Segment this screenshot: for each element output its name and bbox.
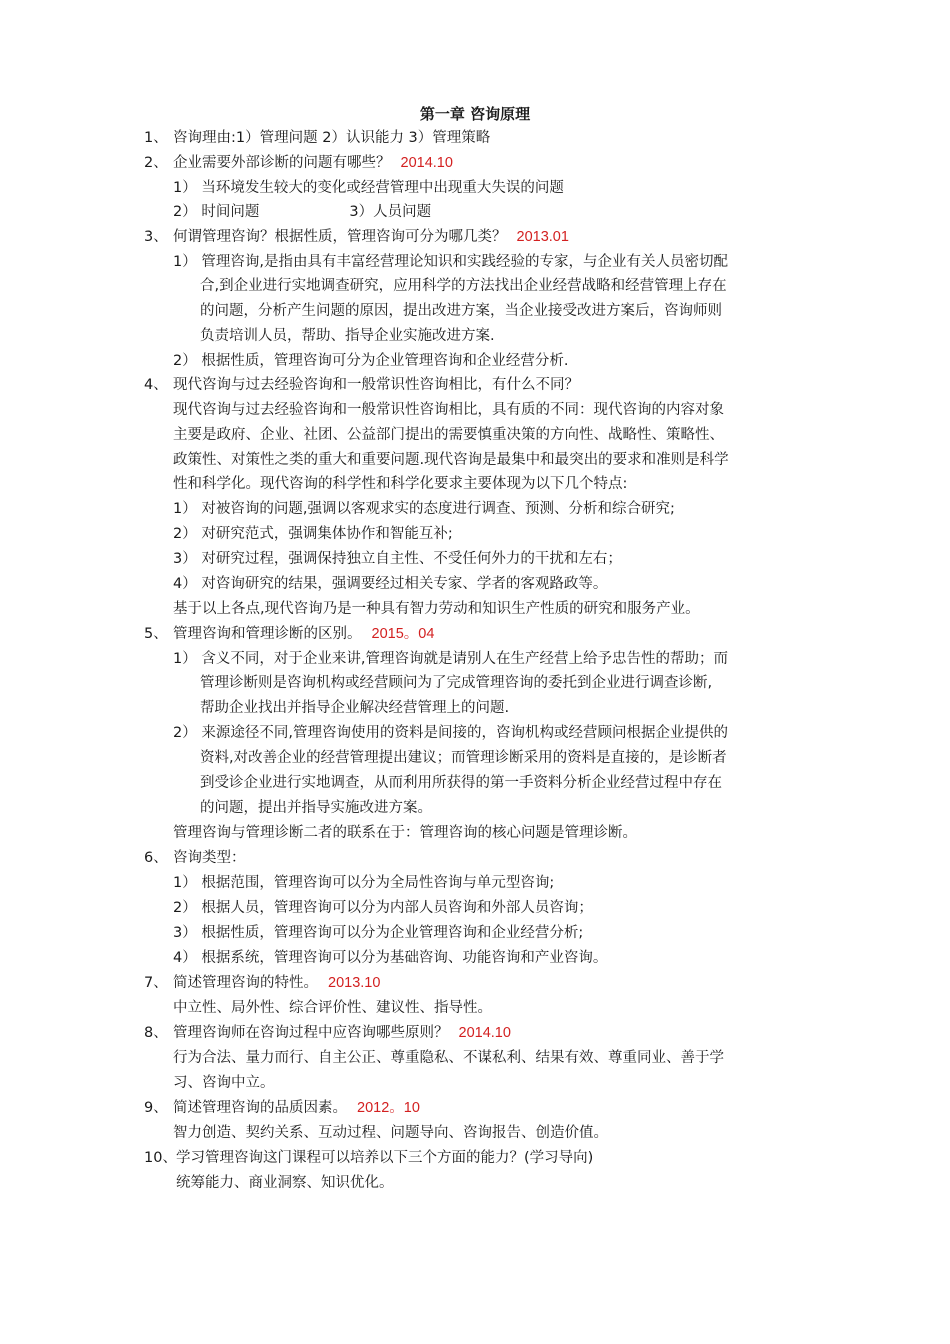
question-8 [144,1022,511,1044]
question-text: 现代咨询与过去经验咨询和一般常识性咨询相比，有什么不同？ [173,377,579,393]
question-6 [144,847,246,869]
question-number: 8、 [144,1025,168,1041]
question-text: 简述管理咨询的特性。 [173,975,318,991]
exam-date: 2014.10 [400,155,453,171]
answer-item: 2） 对研究范式，强调集体协作和智能互补; [173,526,453,542]
answer-item-3: 3）人员问题 [349,204,432,220]
answer-item: 3） 对研究过程，强调保持独立自主性、不受任何外力的干扰和左右； [173,551,622,567]
question-text: 咨询类型： [173,850,246,866]
question-text: 何谓管理咨询？根据性质，管理咨询可分为哪几类？ [173,229,507,245]
answer-continuation: 的问题，分析产生问题的原因，提出改进方案，当企业接受改进方案后，咨询师则 [200,303,722,319]
answer-paragraph: 管理咨询与管理诊断二者的联系在于：管理咨询的核心问题是管理诊断。 [173,825,637,841]
exam-date: 2015。04 [371,626,435,642]
question-number: 2、 [144,155,168,171]
answer-paragraph: 智力创造、契约关系、互动过程、问题导向、咨询报告、创造价值。 [173,1125,608,1141]
answer-paragraph: 统筹能力、商业洞察、知识优化。 [176,1175,394,1191]
question-text: 简述管理咨询的品质因素。 [173,1100,347,1116]
answer-item: 1） 当环境发生较大的变化或经营管理中出现重大失误的问题 [173,180,564,196]
exam-date: 2013.01 [516,229,569,245]
answer-item: 1） 根据范围，管理咨询可以分为全局性咨询与单元型咨询; [173,875,555,891]
question-2 [144,152,453,174]
answer-paragraph: 性和科学化。现代咨询的科学性和科学化要求主要体现为以下几个特点: [173,476,628,492]
answer-paragraph: 现代咨询与过去经验咨询和一般常识性咨询相比，具有质的不同：现代咨询的内容对象 [173,402,724,418]
answer-continuation: 管理诊断则是咨询机构或经营顾问为了完成管理咨询的委托到企业进行调查诊断, [200,675,713,691]
answer-continuation: 合,到企业进行实地调查研究，应用科学的方法找出企业经营战略和经营管理上存在 [200,278,727,294]
question-10 [144,1147,593,1169]
question-number: 7、 [144,975,168,991]
question-7 [144,972,380,994]
question-5 [144,623,434,645]
question-number: 5、 [144,626,168,642]
answer-continuation: 帮助企业找出并指导企业解决经营管理上的问题. [200,700,510,716]
question-number: 3、 [144,229,168,245]
answer-paragraph: 基于以上各点,现代咨询乃是一种具有智力劳动和知识生产性质的研究和服务产业。 [173,601,700,617]
answer-item: 2） 根据人员，管理咨询可以分为内部人员咨询和外部人员咨询； [173,900,593,916]
question-9 [144,1097,420,1119]
question-text: 企业需要外部诊断的问题有哪些？ [173,155,391,171]
answer-paragraph: 政策性、对策性之类的重大和重要问题.现代咨询是最集中和最突出的要求和准则是科学 [173,452,729,468]
answer-continuation: 资料,对改善企业的经营管理提出建议；而管理诊断采用的资料是直接的，是诊断者 [200,750,727,766]
question-text: 咨询理由:1）管理问题 2）认识能力 3）管理策略 [173,130,491,146]
question-number: 1、 [144,130,168,146]
answer-item: 1） 对被咨询的问题,强调以客观求实的态度进行调查、预测、分析和综合研究; [173,501,675,517]
question-3 [144,226,569,248]
answer-item: 3） 根据性质，管理咨询可以分为企业管理咨询和企业经营分析; [173,925,584,941]
answer-item: 4） 对咨询研究的结果，强调要经过相关专家、学者的客观路政等。 [173,576,608,592]
question-1 [144,127,490,149]
question-text: 学习管理咨询这门课程可以培养以下三个方面的能力？(学习导向) [176,1150,594,1166]
answer-item: 2） 根据性质，管理咨询可分为企业管理咨询和企业经营分析. [173,353,569,369]
answer-paragraph: 习、咨询中立。 [173,1075,275,1091]
answer-item [173,201,431,223]
answer-item: 1） 含义不同，对于企业来讲,管理咨询就是请别人在生产经营上给予忠告性的帮助；而 [173,651,728,667]
answer-paragraph: 中立性、局外性、综合评价性、建议性、指导性。 [173,1000,492,1016]
question-number: 6、 [144,850,168,866]
answer-continuation: 负责培训人员，帮助、指导企业实施改进方案. [200,328,495,344]
question-number: 4、 [144,377,168,393]
exam-date: 2013.10 [328,975,381,991]
answer-paragraph: 主要是政府、企业、社团、公益部门提出的需要慎重决策的方向性、战略性、策略性、 [173,427,724,443]
question-text: 管理咨询和管理诊断的区别。 [173,626,362,642]
answer-item: 1） 管理咨询,是指由具有丰富经营理论知识和实践经验的专家，与企业有关人员密切配 [173,254,728,270]
question-4 [144,374,579,396]
exam-date: 2012。10 [357,1100,420,1116]
chapter-title: 第一章 咨询原理 [419,105,531,123]
answer-continuation: 的问题，提出并指导实施改进方案。 [200,800,432,816]
answer-item: 2） 来源途径不同,管理咨询使用的资料是间接的，咨询机构或经营顾问根据企业提供的 [173,725,728,741]
exam-date: 2014.10 [458,1025,511,1041]
answer-continuation: 到受诊企业进行实地调查，从而利用所获得的第一手资料分析企业经营过程中存在 [200,775,722,791]
question-text: 管理咨询师在咨询过程中应咨询哪些原则？ [173,1025,449,1041]
answer-item-2: 2） 时间问题 [173,204,260,220]
answer-item: 4） 根据系统，管理咨询可以分为基础咨询、功能咨询和产业咨询。 [173,950,608,966]
question-number: 10、 [144,1150,177,1166]
answer-paragraph: 行为合法、量力而行、自主公正、尊重隐私、不谋私利、结果有效、尊重同业、善于学 [173,1050,724,1066]
question-number: 9、 [144,1100,168,1116]
